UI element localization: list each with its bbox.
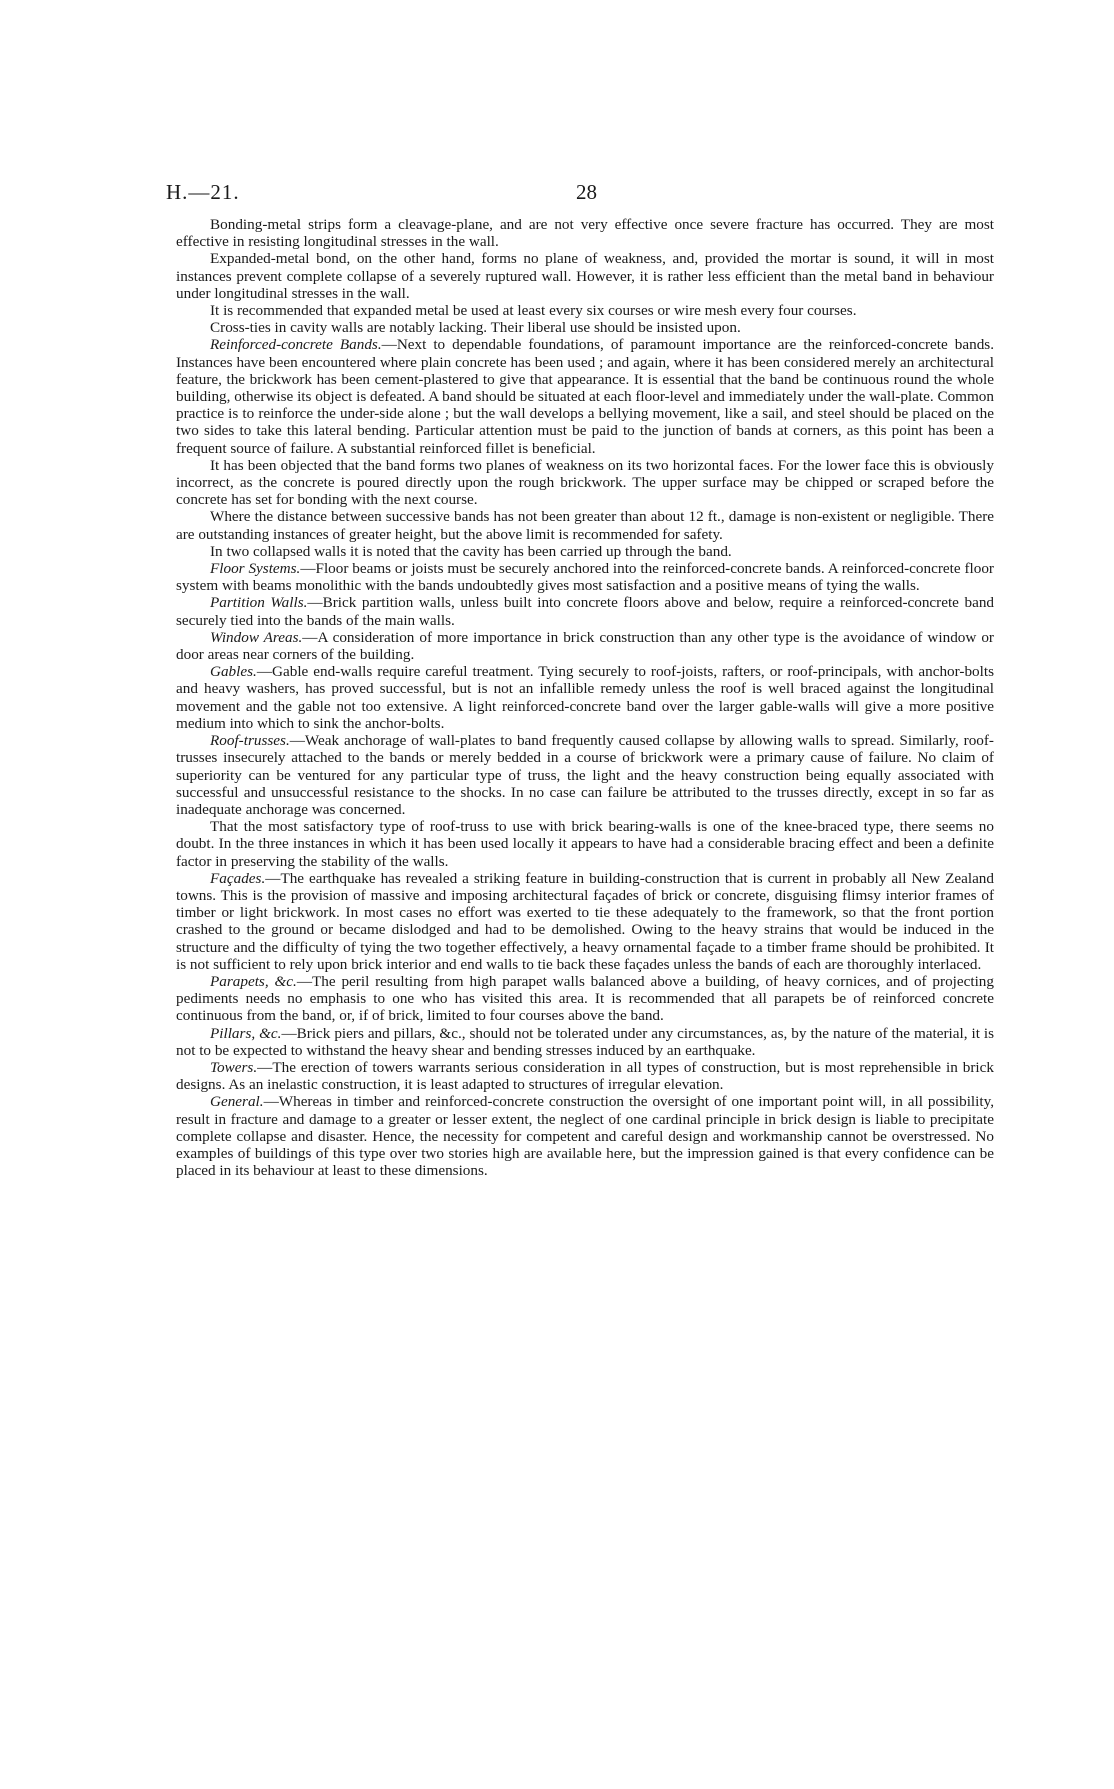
paragraph-expanded-metal: Expanded-metal bond, on the other hand, forms no plane of weakness, and, provided the mortar is sound, it will in most instances prevent complete collapse of a severely ruptured wall. However, it is rather less efficient than the metal band in behaviour under longitudinal stresses in the wall. [176,250,994,302]
paragraph-collapsed-walls: In two collapsed walls it is noted that the cavity has been carried up through the band. [210,542,732,560]
section-heading: Window Areas. [210,628,303,646]
paragraph-pillars: Pillars, &c.—Brick piers and pillars, &c., should not be tolerated under any circumstances, as, by the nature of the material, it is not to be expected to withstand the heavy shear and bending stresses induced by an earthquake. [176,1024,994,1059]
section-heading: Parapets, &c. [210,972,297,990]
section-heading: Partition Walls. [210,594,308,612]
paragraph-roof-trusses: Roof-trusses.—Weak anchorage of wall-plates to band frequently caused collapse by allowing walls to spread. Similarly, roof-trusses insecurely attached to the bands or merely bedded in a course of brickwork were a primary cause of failure. No claim of superiority can be ventured for any particular type of truss, the light and the heavy construction being equally associated with successful and unsuccessful resistance to the shocks. In no case can failure be attributed to the trusses directly, except in so far as inadequate anchorage was concerned. [176,732,994,818]
paragraph-window-areas: Window Areas.—A consideration of more importance in brick construction than any other type is the avoidance of window or door areas near corners of the building. [176,628,994,664]
paragraph-knee-braced: That the most satisfactory type of roof-truss to use with brick bearing-walls is one of the knee-braced type, there seems no doubt. In the three instances in which it has been used locally it appears to have had a considerable bracing effect and been a definite factor in preserving the stability of the walls. [176,818,994,870]
page-header [166,180,1008,208]
section-heading: Towers. [210,1058,258,1076]
paragraph-band-planes: It has been objected that the band forms two planes of weakness on its two horizontal faces. For the lower face this is obviously incorrect, as the concrete is poured directly upon the rough brickwork. The upper surface may be chipped or scraped before the concrete has set for bonding with the next course. [176,456,994,509]
paragraph-facades: Façades.—The earthquake has revealed a striking feature in building-construction that is current in probably all New Zealand towns. This is the provision of massive and imposing architectural façades of brick or concrete, disguising flimsy interior frames of timber or light brickwork. In most cases no effort was exerted to tie these adequately to the framework, so that the front portion crashed to the ground or became dislodged and had to be demolished. Owing to the heavy strains that would be induced in the structure and the difficulty of tying the two together effectively, a heavy ornamental façade to a timber frame should be prohibited. It is not sufficient to rely upon brick interior and end walls to tie back these façades unless the bands of each are thoroughly interlaced. [176,869,994,973]
section-heading: Reinforced-concrete Bands. [210,336,382,354]
paragraph-band-distance: Where the distance between successive bands has not been greater than about 12 ft., damage is non-existent or negligible. There are outstanding instances of greater height, but the above limit is recommended for safety. [176,508,994,543]
paragraph-reinforced-concrete-bands: Reinforced-concrete Bands.—Next to dependable foundations, of paramount importance are the reinforced-concrete bands. Instances have been encountered where plain concrete has been used ; and again, where it has been considered merely an architectural feature, the brickwork has been cement-plastered to give that appearance. It is essential that the band be continuous round the whole building, otherwise its object is defeated. A band should be situated at each floor-level and immediately under the wall-plate. Common practice is to reinforce the under-side alone ; but the wall develops a bellying movement, like a sail, and steel should be placed on the two sides to take this lateral bending. Particular attention must be paid to the junction of bands at corners, as this point has been a frequent source of failure. A substantial reinforced fillet is beneficial. [176,336,994,457]
paragraph-parapets: Parapets, &c.—The peril resulting from high parapet walls balanced above a building, of heavy cornices, and of projecting pediments needs no emphasis to one who has visited this area. It is recommended that all parapets be of reinforced concrete continuous from the band, or, if of brick, limited to four courses above the band. [176,972,994,1025]
paragraph-recommendation-expanded-metal: It is recommended that expanded metal be used at least every six courses or wire mesh every four courses. [210,302,857,320]
paragraph-gables: Gables.—Gable end-walls require careful treatment. Tying securely to roof-joists, rafters, or roof-principals, with anchor-bolts and heavy washers, has proved successful, but is not an infallible remedy unless the roof is well braced against the longitudinal movement and the gable not too extensive. A light reinforced-concrete band over the larger gable-walls will give a more positive medium into which to sink the anchor-bolts. [176,663,994,732]
paragraph-towers: Towers.—The erection of towers warrants serious consideration in all types of construction, but is most reprehensible in brick designs. As an inelastic construction, it is least adapted to structures of irregular elevation. [176,1058,994,1094]
section-heading: Façades. [210,869,266,887]
section-heading: Roof-trusses. [210,732,290,750]
section-heading: Floor Systems. [210,560,301,578]
section-heading: Gables. [210,663,257,681]
section-heading: Pillars, &c. [210,1024,282,1042]
document-reference: H.—21. [166,180,240,204]
paragraph-floor-systems: Floor Systems.—Floor beams or joists must be securely anchored into the reinforced-concrete bands. A reinforced-concrete floor system with beams monolithic with the bands undoubtedly gives most satisfaction and a positive means of tying the walls. [176,560,994,595]
page-number: 28 [576,180,597,204]
section-heading: General. [210,1093,264,1111]
paragraph-general: General.—Whereas in timber and reinforced-concrete construction the oversight of one important point will, in all possibility, result in fracture and damage to a greater or lesser extent, the neglect of one cardinal principle in brick design is liable to precipitate complete collapse and disaster. Hence, the necessity for competent and careful design and workmanship cannot be overstressed. No examples of buildings of this type over two stories high are available here, but the impression gained is that every confidence can be placed in its behaviour at least to these dimensions. [176,1093,994,1180]
body-text [176,216,994,1179]
paragraph-bonding-metal: Bonding-metal strips form a cleavage-plane, and are not very effective once severe fracture has occurred. They are most effective in resisting longitudinal stresses in the wall. [176,216,994,251]
paragraph-cross-ties: Cross-ties in cavity walls are notably lacking. Their liberal use should be insisted upon. [210,319,741,337]
paragraph-partition-walls: Partition Walls.—Brick partition walls, unless built into concrete floors above and below, require a reinforced-concrete band securely tied into the bands of the main walls. [176,594,995,629]
